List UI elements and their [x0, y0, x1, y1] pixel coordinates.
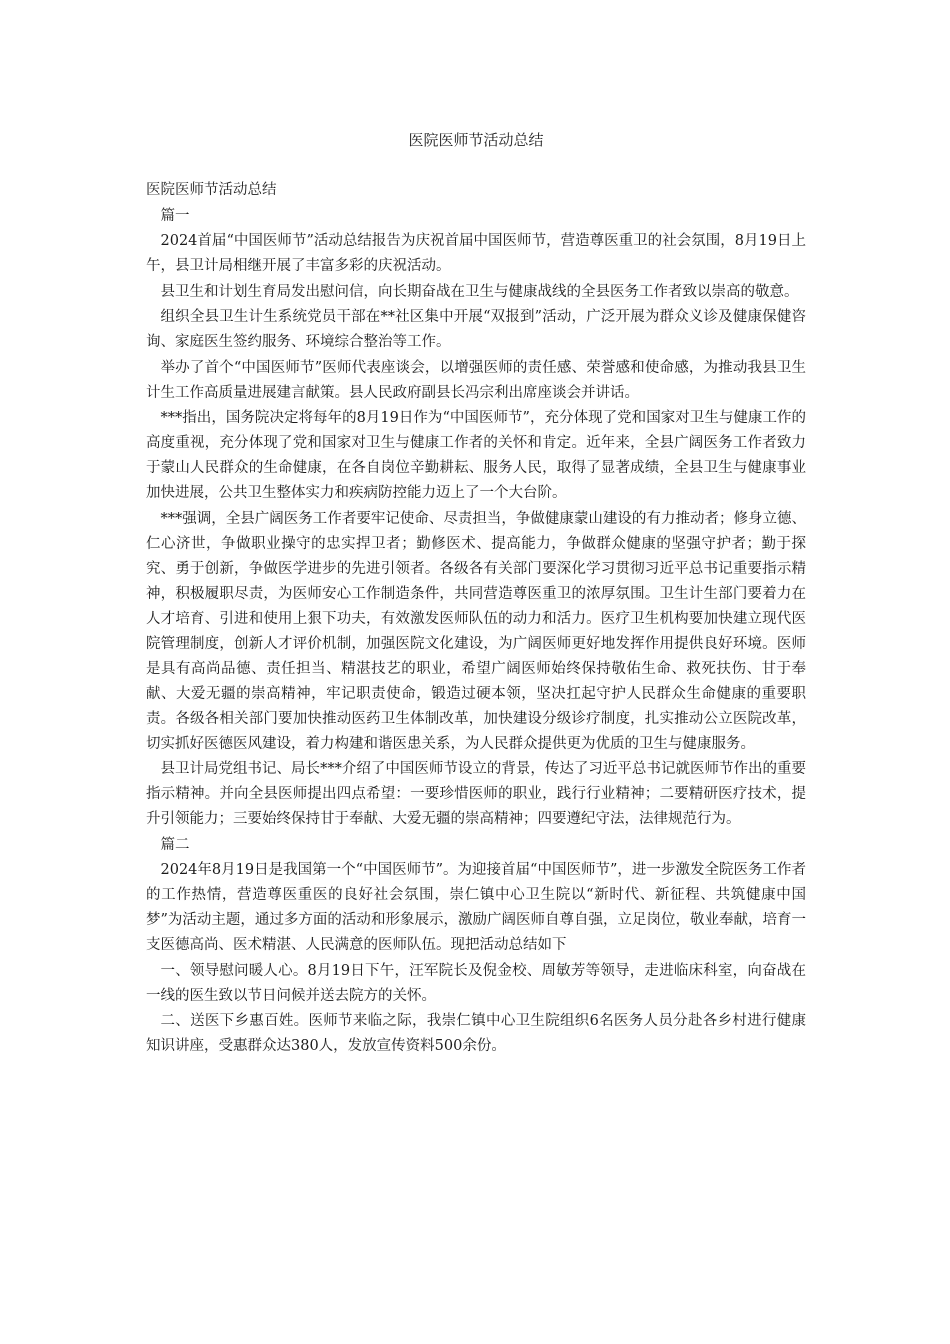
section-heading-two: 篇二 [160, 836, 190, 853]
section-heading-one: 篇一 [160, 207, 190, 224]
paragraph: ***强调，全县广阔医务工作者要牢记使命、尽责担当，争做健康蒙山建设的有力推动者；修身立德、仁心济世，争做职业操守的忠实捍卫者；勤修医术、提高能力，争做群众健康的坚强守护者；勤于探究、勇于创新，争做医学进步的先进引领者。各级各有关部门要深化学习贯彻习近平总书记重要指示精神，积极履职尽责，为医师安心工作制造条件，共同营造尊医重卫的浓厚氛围。卫生计生部门要着力在人才培育、引进和使用上狠下功夫，有效激发医师队伍的动力和活力。医疗卫生机构要加快建立现代医院管理制度，创新人才评价机制，加强医院文化建设，为广阔医师更好地发挥作用提供良好环境。医师是具有高尚品德、责任担当、精湛技艺的职业，希望广阔医师始终保持敬佑生命、救死扶伤、甘于奉献、大爱无疆的崇高精神，牢记职责使命，锻造过硬本领，坚决扛起守护人民群众生命健康的重要职责。各级各相关部门要加快推动医药卫生体制改革，加快建设分级诊疗制度，扎实推动公立医院改革，切实抓好医德医风建设，着力构建和谐医患关系，为人民群众提供更为优质的卫生与健康服务。 [146, 510, 806, 752]
paragraph: ***指出，国务院决定将每年的8月19日作为“中国医师节”，充分体现了党和国家对卫生与健康工作的高度重视，充分体现了党和国家对卫生与健康工作者的关怀和肯定。近年来，全县广阔医务工作者致力于蒙山人民群众的生命健康，在各自岗位辛勤耕耘、服务人民，取得了显著成绩，全县卫生与健康事业加快进展，公共卫生整体实力和疾病防控能力迈上了一个大台阶。 [146, 410, 806, 501]
paragraph: 县卫生和计划生育局发出慰问信，向长期奋战在卫生与健康战线的全县医务工作者致以崇高的敬意。 [160, 283, 799, 300]
paragraph: 一、领导慰问暖人心。8月19日下午，汪军院长及倪金校、周敏芳等领导，走进临床科室，向奋战在一线的医生致以节日问候并送去院方的关怀。 [146, 962, 806, 1004]
paragraph: 二、送医下乡惠百姓。医师节来临之际，我崇仁镇中心卫生院组织6名医务人员分赴各乡村进行健康知识讲座，受惠群众达380人，发放宣传资料500余份。 [146, 1013, 806, 1054]
paragraph: 县卫计局党组书记、局长***介绍了中国医师节设立的背景，传达了习近平总书记就医师节作出的重要指示精神。并向全县医师提出四点希望：一要珍惜医师的职业，践行行业精神；二要精研医疗技术，提升引领能力；三要始终保持甘于奉献、大爱无疆的崇高精神；四要遵纪守法，法律规范行为。 [146, 761, 806, 827]
document-subtitle: 医院医师节活动总结 [146, 182, 277, 198]
page-title: 医院医师节活动总结 [408, 131, 544, 149]
paragraph: 举办了首个“中国医师节”医师代表座谈会，以增强医师的责任感、荣誉感和使命感，为推动我县卫生计生工作高质量进展建言献策。县人民政府副县长冯宗利出席座谈会并讲话。 [146, 359, 806, 401]
document-body [146, 178, 806, 1060]
paragraph: 2024首届“中国医师节”活动总结报告为庆祝首届中国医师节，营造尊医重卫的社会氛围，8月19日上午，县卫计局相继开展了丰富多彩的庆祝活动。 [146, 233, 806, 274]
paragraph: 2024年8月19日是我国第一个“中国医师节”。为迎接首届“中国医师节”，进一步激发全院医务工作者的工作热情，营造尊医重医的良好社会氛围，崇仁镇中心卫生院以“新时代、新征程、共筑健康中国梦”为活动主题，通过多方面的活动和形象展示，激励广阔医师自尊自强，立足岗位，敬业奉献，培育一支医德高尚、医术精湛、人民满意的医师队伍。现把活动总结如下 [146, 862, 806, 953]
paragraph: 组织全县卫生计生系统党员干部在**社区集中开展“双报到”活动，广泛开展为群众义诊及健康保健咨询、家庭医生签约服务、环境综合整治等工作。 [146, 309, 806, 350]
